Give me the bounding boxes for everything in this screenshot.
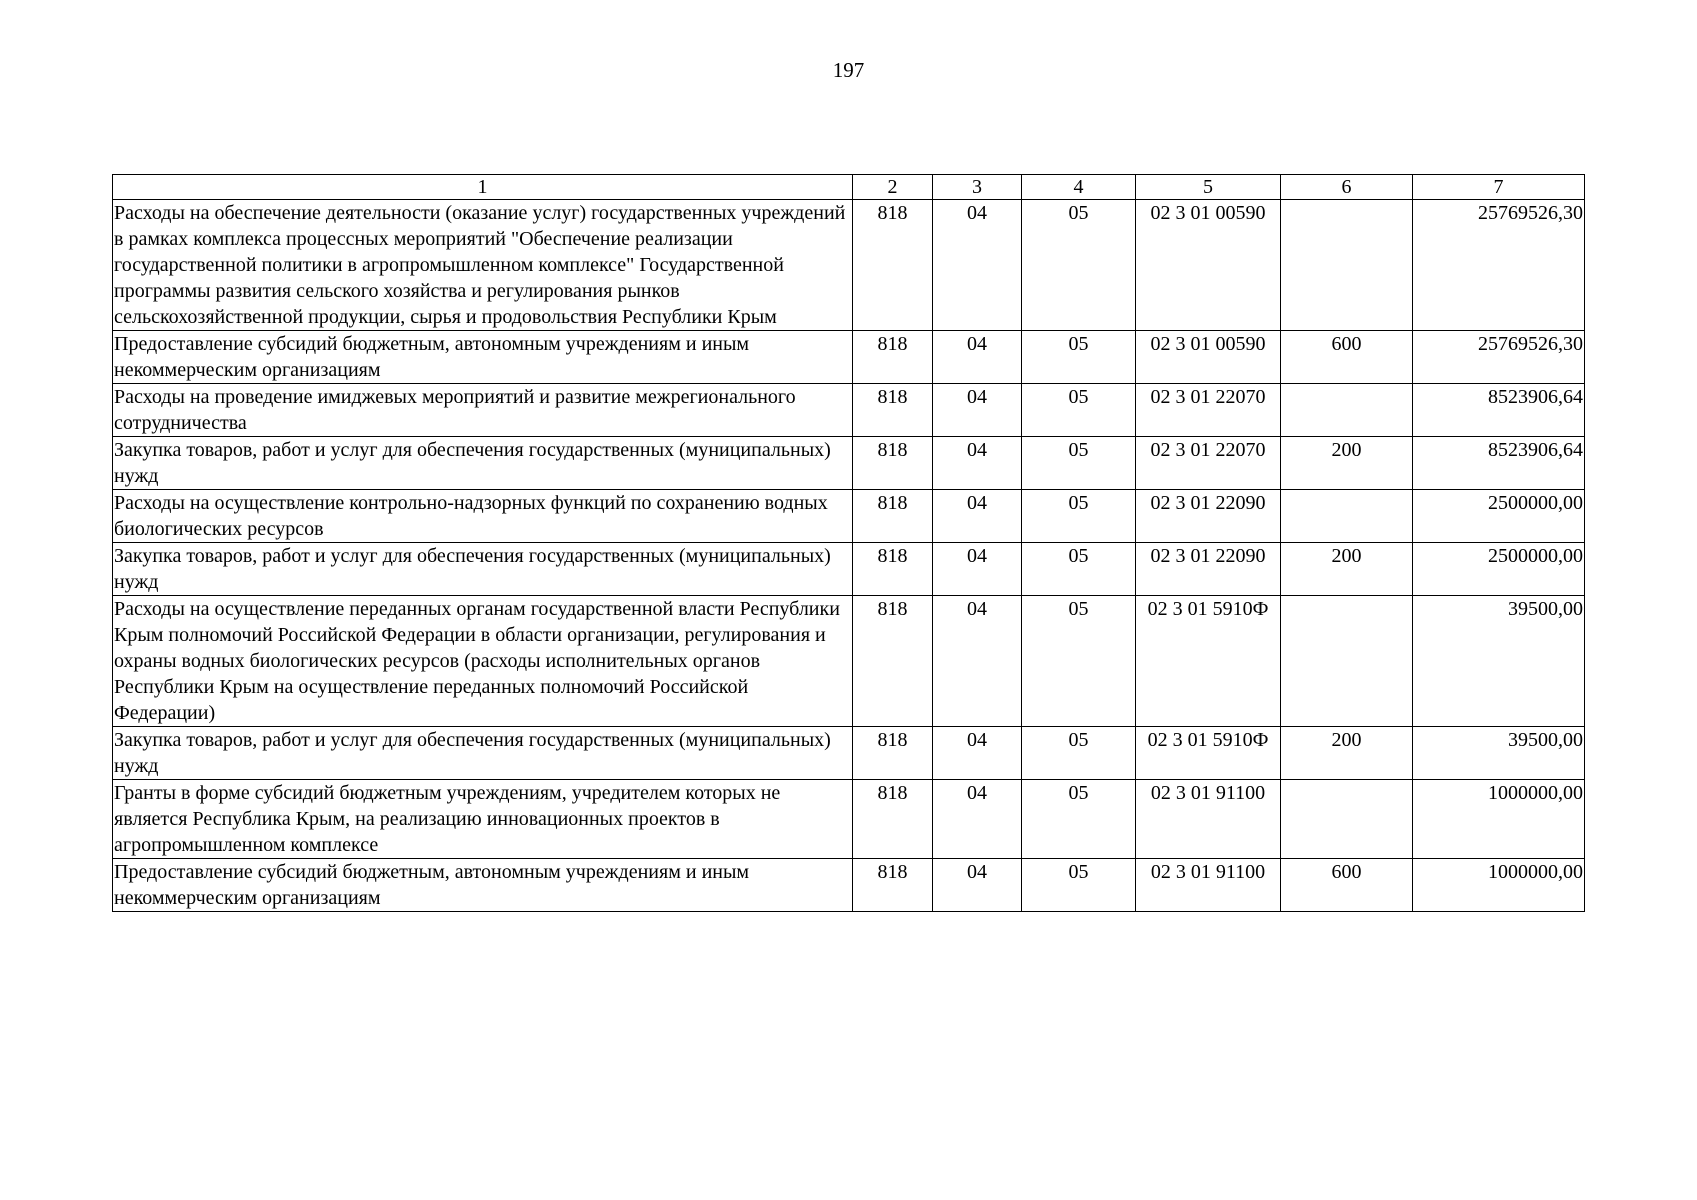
ministry-code-cell: 818 (853, 780, 933, 859)
expense-name-cell: Предоставление субсидий бюджетным, автономным учреждениям и иным некоммерческим организациям (113, 331, 853, 384)
expense-type-code-cell: 600 (1281, 859, 1413, 912)
subsection-code-cell: 05 (1022, 859, 1136, 912)
subsection-code-cell: 05 (1022, 437, 1136, 490)
budget-table (112, 174, 1585, 912)
section-code-cell: 04 (933, 859, 1022, 912)
ministry-code-cell: 818 (853, 490, 933, 543)
table-row (113, 490, 1585, 543)
subsection-code-cell: 05 (1022, 780, 1136, 859)
target-item-code-cell: 02 3 01 5910Ф (1136, 596, 1281, 727)
column-header: 5 (1136, 175, 1281, 200)
target-item-code-cell: 02 3 01 00590 (1136, 200, 1281, 331)
amount-cell: 2500000,00 (1413, 490, 1585, 543)
table-row (113, 727, 1585, 780)
subsection-code-cell: 05 (1022, 490, 1136, 543)
table-row (113, 200, 1585, 331)
column-header: 7 (1413, 175, 1585, 200)
header-row (113, 175, 1585, 200)
amount-cell: 8523906,64 (1413, 437, 1585, 490)
expense-type-code-cell (1281, 200, 1413, 331)
ministry-code-cell: 818 (853, 596, 933, 727)
expense-name-cell: Расходы на осуществление переданных органам государственной власти Республики Крым полномочий Российской Федерации в области организации, регулирования и охраны водных биологических ресурсов (расходы исполнительных органов Республики Крым на осуществление переданных полномочий Российской Федерации) (113, 596, 853, 727)
expense-type-code-cell: 200 (1281, 437, 1413, 490)
ministry-code-cell: 818 (853, 384, 933, 437)
subsection-code-cell: 05 (1022, 596, 1136, 727)
section-code-cell: 04 (933, 437, 1022, 490)
target-item-code-cell: 02 3 01 22070 (1136, 437, 1281, 490)
ministry-code-cell: 818 (853, 437, 933, 490)
section-code-cell: 04 (933, 596, 1022, 727)
amount-cell: 25769526,30 (1413, 200, 1585, 331)
section-code-cell: 04 (933, 490, 1022, 543)
expense-type-code-cell (1281, 490, 1413, 543)
subsection-code-cell: 05 (1022, 200, 1136, 331)
table-row (113, 596, 1585, 727)
expense-type-code-cell (1281, 384, 1413, 437)
expense-name-cell: Расходы на осуществление контрольно-надзорных функций по сохранению водных биологических ресурсов (113, 490, 853, 543)
column-header: 4 (1022, 175, 1136, 200)
column-header: 2 (853, 175, 933, 200)
table-row (113, 331, 1585, 384)
expense-name-cell: Закупка товаров, работ и услуг для обеспечения государственных (муниципальных) нужд (113, 727, 853, 780)
expense-name-cell: Предоставление субсидий бюджетным, автономным учреждениям и иным некоммерческим организациям (113, 859, 853, 912)
table-row (113, 384, 1585, 437)
expense-type-code-cell: 200 (1281, 727, 1413, 780)
table-row (113, 859, 1585, 912)
table-row (113, 780, 1585, 859)
section-code-cell: 04 (933, 384, 1022, 437)
table-row (113, 437, 1585, 490)
section-code-cell: 04 (933, 543, 1022, 596)
expense-type-code-cell (1281, 596, 1413, 727)
expense-name-cell: Закупка товаров, работ и услуг для обеспечения государственных (муниципальных) нужд (113, 437, 853, 490)
column-header: 6 (1281, 175, 1413, 200)
expense-name-cell: Закупка товаров, работ и услуг для обеспечения государственных (муниципальных) нужд (113, 543, 853, 596)
ministry-code-cell: 818 (853, 200, 933, 331)
expense-name-cell: Расходы на обеспечение деятельности (оказание услуг) государственных учреждений в рамках комплекса процессных мероприятий "Обеспечение реализации государственной политики в агропромышленном комплексе" Государственной программы развития сельского хозяйства и регулирования рынков сельскохозяйственной продукции, сырья и продовольствия Республики Крым (113, 200, 853, 331)
subsection-code-cell: 05 (1022, 331, 1136, 384)
amount-cell: 39500,00 (1413, 727, 1585, 780)
section-code-cell: 04 (933, 331, 1022, 384)
target-item-code-cell: 02 3 01 5910Ф (1136, 727, 1281, 780)
ministry-code-cell: 818 (853, 543, 933, 596)
target-item-code-cell: 02 3 01 22090 (1136, 543, 1281, 596)
target-item-code-cell: 02 3 01 91100 (1136, 859, 1281, 912)
column-header: 3 (933, 175, 1022, 200)
amount-cell: 1000000,00 (1413, 780, 1585, 859)
subsection-code-cell: 05 (1022, 543, 1136, 596)
target-item-code-cell: 02 3 01 91100 (1136, 780, 1281, 859)
ministry-code-cell: 818 (853, 331, 933, 384)
expense-name-cell: Расходы на проведение имиджевых мероприятий и развитие межрегионального сотрудничества (113, 384, 853, 437)
amount-cell: 1000000,00 (1413, 859, 1585, 912)
ministry-code-cell: 818 (853, 859, 933, 912)
subsection-code-cell: 05 (1022, 384, 1136, 437)
amount-cell: 2500000,00 (1413, 543, 1585, 596)
section-code-cell: 04 (933, 200, 1022, 331)
amount-cell: 8523906,64 (1413, 384, 1585, 437)
target-item-code-cell: 02 3 01 00590 (1136, 331, 1281, 384)
expense-type-code-cell: 600 (1281, 331, 1413, 384)
expense-name-cell: Гранты в форме субсидий бюджетным учреждениям, учредителем которых не является Республика Крым, на реализацию инновационных проектов в агропромышленном комплексе (113, 780, 853, 859)
amount-cell: 39500,00 (1413, 596, 1585, 727)
target-item-code-cell: 02 3 01 22090 (1136, 490, 1281, 543)
amount-cell: 25769526,30 (1413, 331, 1585, 384)
section-code-cell: 04 (933, 727, 1022, 780)
target-item-code-cell: 02 3 01 22070 (1136, 384, 1281, 437)
page-number: 197 (832, 58, 865, 82)
expense-type-code-cell (1281, 780, 1413, 859)
table-row (113, 543, 1585, 596)
subsection-code-cell: 05 (1022, 727, 1136, 780)
section-code-cell: 04 (933, 780, 1022, 859)
column-header: 1 (113, 175, 853, 200)
expense-type-code-cell: 200 (1281, 543, 1413, 596)
ministry-code-cell: 818 (853, 727, 933, 780)
